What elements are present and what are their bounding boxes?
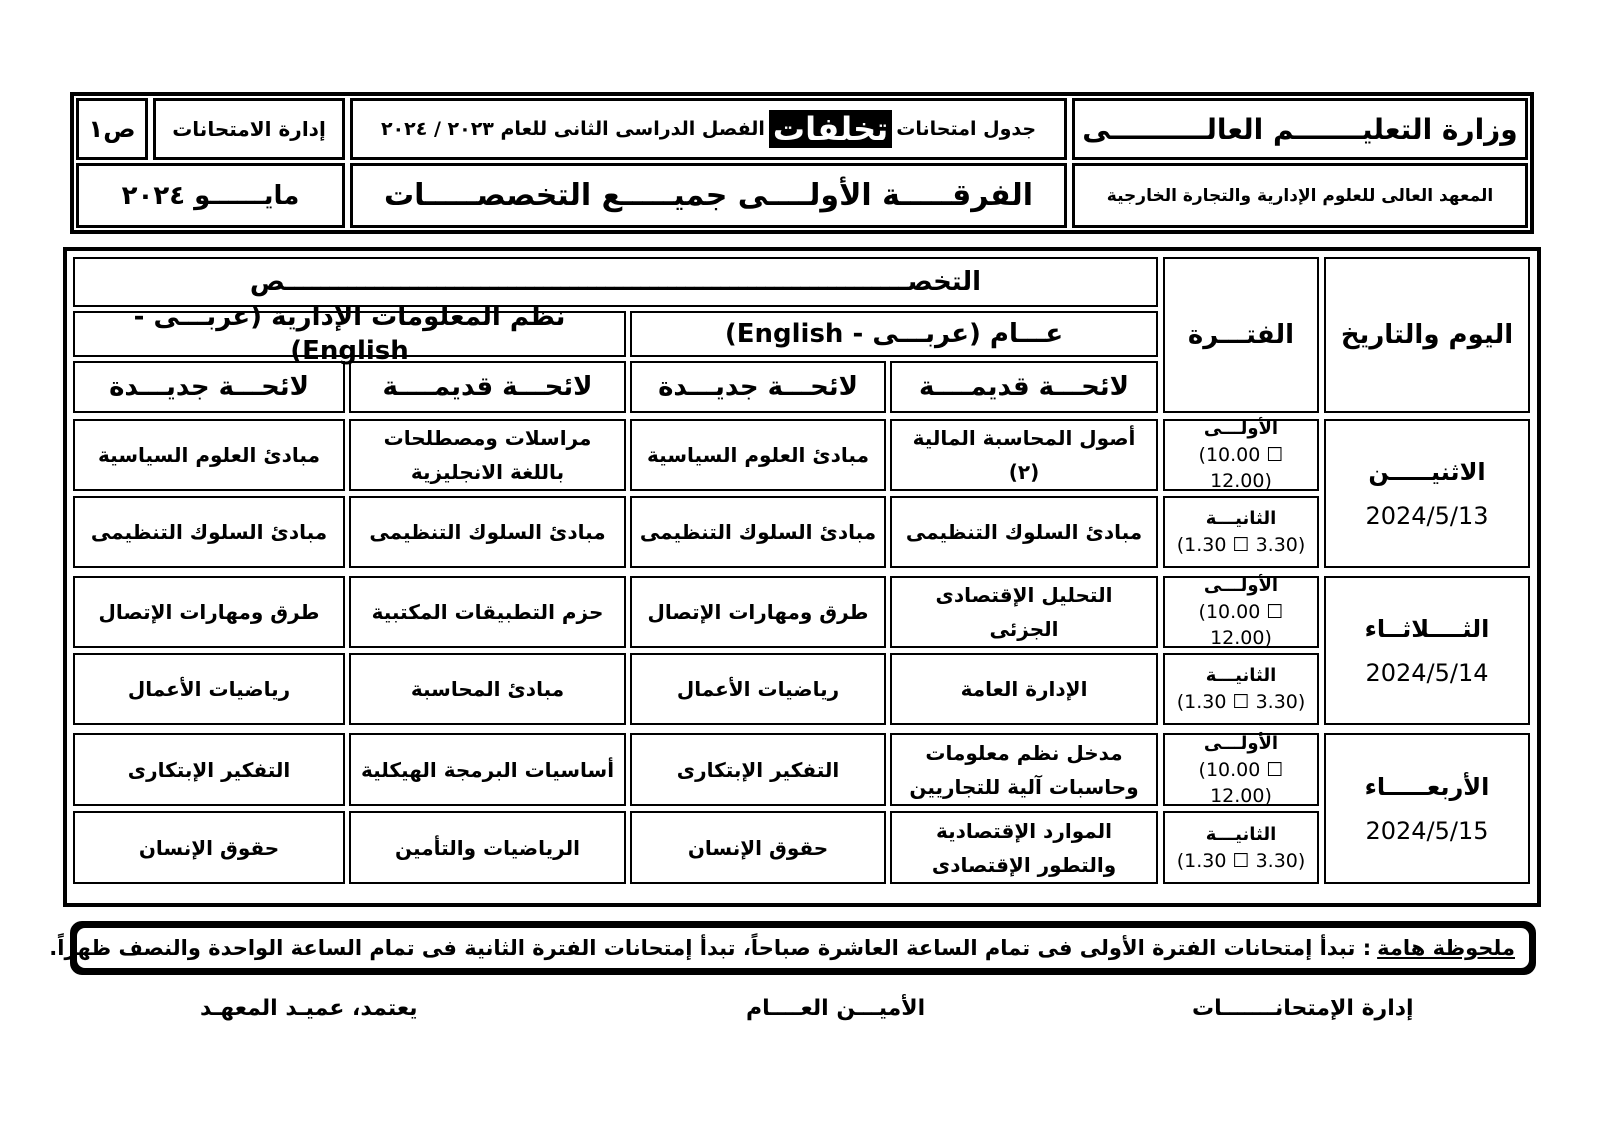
period-time: (1.30 ☐ 3.30)	[1176, 534, 1306, 556]
exam-subject-cell-text: رياضيات الأعمال	[676, 677, 840, 701]
exam-subject-cell	[890, 653, 1158, 725]
exam-subject-cell-text: التحليل الإقتصادى الجزئى	[935, 583, 1113, 641]
exam-subject-cell	[349, 653, 626, 725]
regulation-header-text: لائحـــة جديـــدة	[109, 372, 309, 402]
exam-subject-cell-text: مبادئ السلوك التنظيمى	[90, 520, 328, 544]
exam-subject-cell-text: طرق ومهارات الإتصال	[647, 600, 869, 624]
exam-subject-cell-text: أصول المحاسبة المالية (٢)	[912, 426, 1136, 484]
exam-subject-cell	[349, 733, 626, 806]
regulation-header	[349, 361, 626, 413]
day-cell	[1324, 733, 1530, 884]
exam-subject-cell	[73, 496, 345, 568]
exam-subject-cell	[890, 496, 1158, 568]
exam-subject-cell-text: التفكير الإبتكارى	[676, 757, 840, 782]
exam-subject-cell	[73, 733, 345, 806]
exam-subject-cell-text: مراسلات ومصطلحات باللغة الانجليزية	[383, 426, 592, 484]
period-cell	[1163, 733, 1319, 806]
exams-admin-text: إدارة الامتحانات	[172, 117, 326, 141]
signature-secretary: الأميـــن العــــام	[746, 996, 926, 1021]
period-label: الأولـــى	[1203, 732, 1279, 754]
regulation-header	[73, 361, 345, 413]
exam-subject-cell	[630, 419, 886, 491]
period-label: الثانيـــة	[1205, 665, 1277, 686]
spec-general-header	[630, 311, 1158, 357]
note-text: : تبدأ إمتحانات الفترة الأولى فى تمام الساعة العاشرة صباحاً، تبدأ إمتحانات الفترة الثانية فى تمام الساعة الواحدة والنصف ظهراً.	[49, 936, 1372, 960]
day-date: 2024/5/15	[1365, 816, 1489, 845]
spec-general-header-text: عـــام (عربـــى - English)	[724, 319, 1064, 349]
page-number-text: ص١	[88, 115, 136, 143]
exam-subject-cell	[73, 653, 345, 725]
exam-subject-cell	[630, 653, 886, 725]
exam-subject-cell	[630, 576, 886, 648]
exam-subject-cell-text: الرياضيات والتأمين	[395, 835, 580, 860]
schedule-post: الفصل الدراسى الثانى للعام ٢٠٢٣ / ٢٠٢٤	[380, 118, 765, 140]
institute-text: المعهد العالى للعلوم الإدارية والتجارة الخارجية	[1106, 185, 1494, 206]
exam-subject-cell-text: التفكير الإبتكارى	[127, 757, 291, 782]
exam-subject-cell	[349, 576, 626, 648]
exam-subject-cell	[630, 811, 886, 884]
grade-text: الفرقـــــة الأولــــى جميـــــع التخصصـــــات	[383, 178, 1034, 213]
exam-subject-cell-text: مبادئ العلوم السياسية	[647, 443, 869, 467]
exams-admin-label	[153, 98, 345, 160]
page-number	[76, 98, 148, 160]
month-text: مايــــــو ٢٠٢٤	[121, 180, 300, 211]
day-date: 2024/5/14	[1365, 658, 1489, 687]
regulation-header-text: لائحـــة قديمــــة	[382, 372, 593, 402]
exam-subject-cell	[630, 733, 886, 806]
important-note-inner	[49, 928, 1529, 968]
period-label: الأولـــى	[1203, 575, 1279, 596]
period-label: الثانيـــة	[1205, 823, 1277, 845]
ministry-text: وزارة التعليـــــــم العالــــــــــى	[1082, 112, 1518, 146]
exam-subject-cell	[630, 496, 886, 568]
ministry-title	[1072, 98, 1528, 160]
period-cell	[1163, 496, 1319, 568]
note-label: ملحوظة هامة	[1377, 936, 1515, 960]
exam-subject-cell-text: مدخل نظم معلومات وحاسبات آلية للتجاريين	[909, 740, 1139, 799]
period-cell	[1163, 419, 1319, 491]
institute-name	[1072, 163, 1528, 228]
col-header-day	[1324, 257, 1530, 413]
signature-exams: إدارة الإمتحانـــــــات	[1192, 996, 1414, 1021]
period-cell	[1163, 811, 1319, 884]
exam-subject-cell-text: مبادئ العلوم السياسية	[98, 443, 320, 467]
regulation-header	[630, 361, 886, 413]
exam-subject-cell-text: مبادئ السلوك التنظيمى	[905, 520, 1143, 544]
exam-subject-cell-text: حقوق الإنسان	[687, 835, 829, 860]
schedule-tag: تخلفات	[769, 110, 892, 148]
period-label: الأولـــى	[1203, 418, 1279, 439]
exam-subject-cell-text: حزم التطبيقات المكتبية	[371, 600, 604, 624]
spec-mis-header	[73, 302, 626, 366]
exam-subject-cell-text: رياضيات الأعمال	[127, 677, 291, 701]
exam-subject-cell-text: طرق ومهارات الإتصال	[98, 600, 320, 624]
exam-subject-cell	[73, 576, 345, 648]
exam-subject-cell-text: مبادئ السلوك التنظيمى	[369, 520, 606, 544]
exam-subject-cell-text: مبادئ المحاسبة	[410, 677, 565, 701]
day-name: الاثنيـــــن	[1368, 457, 1486, 486]
regulation-header-text: لائحـــة قديمــــة	[919, 372, 1129, 402]
col-header-specialization-text: التخصــــــــــــــــــــــــــــــــــــــــــــــــــــــــــــــــــــــص	[249, 267, 982, 297]
exam-subject-cell	[349, 811, 626, 884]
exam-subject-cell	[349, 419, 626, 491]
exam-subject-cell	[73, 419, 345, 491]
period-time: (10.00 ☐ 12.00)	[1198, 444, 1284, 492]
exam-subject-cell	[890, 419, 1158, 491]
period-cell	[1163, 653, 1319, 725]
exam-subject-cell-text: الموارد الإقتصادية والتطور الإقتصادى	[931, 818, 1117, 877]
period-time: (1.30 ☐ 3.30)	[1176, 849, 1306, 872]
day-cell	[1324, 419, 1530, 568]
schedule-pre: جدول امتحانات	[896, 118, 1037, 140]
month-label	[76, 163, 345, 228]
schedule-title	[350, 98, 1067, 160]
exam-subject-cell	[890, 811, 1158, 884]
exam-subject-cell-text: أساسيات البرمجة الهيكلية	[360, 757, 615, 782]
important-note	[49, 921, 1536, 975]
period-time: (10.00 ☐ 12.00)	[1198, 601, 1284, 649]
exam-subject-cell-text: الإدارة العامة	[960, 677, 1088, 701]
period-time: (10.00 ☐ 12.00)	[1198, 758, 1284, 807]
regulation-header-text: لائحـــة جديـــدة	[658, 372, 858, 402]
exam-subject-cell-text: حقوق الإنسان	[138, 835, 280, 860]
exam-subject-cell	[73, 811, 345, 884]
exam-subject-cell	[890, 576, 1158, 648]
exam-subject-cell-text: مبادئ السلوك التنظيمى	[639, 520, 877, 544]
exam-subject-cell	[890, 733, 1158, 806]
day-date: 2024/5/13	[1365, 501, 1489, 530]
signature-dean: يعتمد، عميـد المعهـد	[200, 996, 418, 1021]
day-name: الثــــلاثــاء	[1364, 614, 1490, 643]
period-time: (1.30 ☐ 3.30)	[1176, 691, 1306, 713]
spec-mis-header-text: نظم المعلومات الإدارية (عربـــى - English)	[133, 302, 566, 366]
col-header-period	[1163, 257, 1319, 413]
col-header-period-text: الفتـــرة	[1187, 320, 1295, 350]
regulation-header	[890, 361, 1158, 413]
exam-subject-cell	[349, 496, 626, 568]
grade-title	[350, 163, 1067, 228]
period-label: الثانيـــة	[1205, 508, 1277, 529]
period-cell	[1163, 576, 1319, 648]
col-header-day-text: اليوم والتاريخ	[1340, 320, 1514, 350]
day-cell	[1324, 576, 1530, 725]
day-name: الأربعـــــاء	[1364, 772, 1490, 801]
